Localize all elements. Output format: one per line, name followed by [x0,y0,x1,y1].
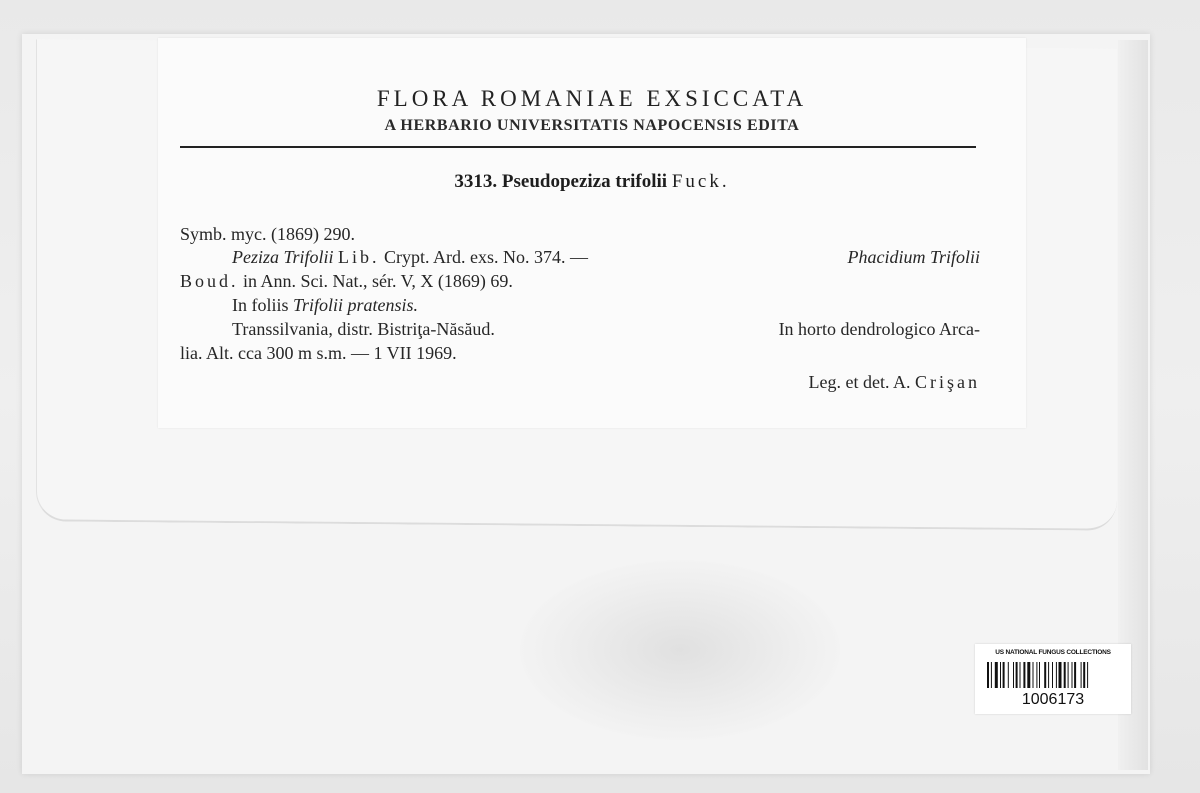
host-line [232,295,418,316]
host-prefix: In foliis [232,295,289,315]
species-heading [158,171,1026,193]
label-title: FLORA ROMANIAE EXSICCATA [376,86,808,111]
locality-left: Transsilvania, distr. Bistriţa-Năsăud. [232,319,495,339]
collector-line [809,372,980,393]
barcode-label [975,644,1131,714]
label-subtitle: A HERBARIO UNIVERSITATIS NAPOCENSIS EDITA [384,117,800,134]
reference-line: Symb. myc. (1869) 290. [180,224,355,244]
synonym-b-ref: in Ann. Sci. Nat., sér. V, X (1869) 69. [243,271,513,291]
exsiccata-label [158,38,1026,428]
species-author: Fuck. [671,171,730,192]
synonym-a [232,247,588,268]
synonym-a-author: Lib. [338,247,380,267]
species-number: 3313. [454,171,498,192]
host-name: Trifolii pratensis. [293,295,419,315]
barcode-number: 1006173 [1021,691,1085,708]
barcode-icon [987,662,1119,688]
synonym-b-name: Phacidium Trifolii [847,247,980,267]
sheet-stain [520,560,840,740]
altitude-date-line: lia. Alt. cca 300 m s.m. — 1 VII 1969. [180,343,457,363]
locality-line [232,319,980,340]
synonym-a-ref: Crypt. Ard. exs. No. 374. — [384,247,589,267]
header-divider [180,146,976,148]
barcode-caption: US NATIONAL FUNGUS COLLECTIONS [995,649,1111,656]
collector-prefix: Leg. et det. A. [808,372,911,392]
locality-right: In horto dendrologico Arca- [778,319,980,339]
synonym-a-name: Peziza Trifolii [232,247,334,267]
collector-name: Crişan [915,372,980,392]
synonym-b-line [180,271,513,292]
synonym-line [232,247,980,268]
synonym-b-author: Boud. [180,271,239,291]
species-name: Pseudopeziza trifolii [501,171,668,192]
